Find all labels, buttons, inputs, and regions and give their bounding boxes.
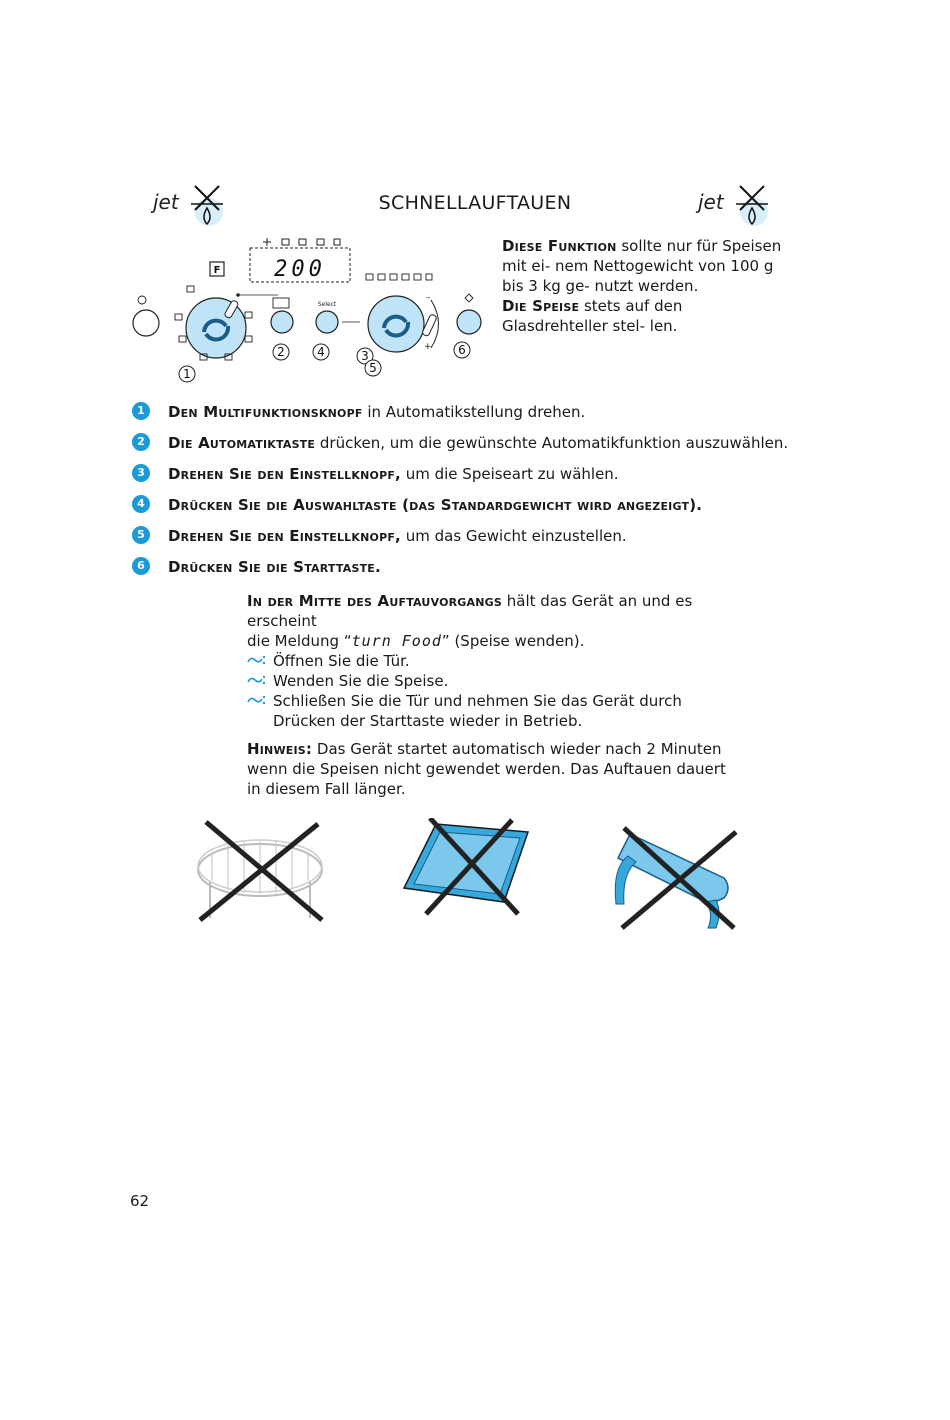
midway-section bbox=[247, 591, 727, 799]
step-number: 3 bbox=[132, 464, 150, 482]
callout-2: 2 bbox=[277, 345, 285, 359]
step-number: 1 bbox=[132, 402, 150, 420]
step-number: 4 bbox=[132, 495, 150, 513]
tilde-bullet-icon bbox=[247, 693, 267, 707]
intro-paragraph-2: Die Speise stets auf den Glasdrehteller stel- len. bbox=[502, 297, 683, 335]
intro-text bbox=[502, 236, 792, 336]
bullet-item: Wenden Sie die Speise. bbox=[247, 671, 727, 691]
callout-4: 4 bbox=[317, 345, 325, 359]
note-text: Hinweis: Das Gerät startet automatisch wieder nach 2 Minuten wenn die Speisen nicht gewendet werden. Das Auftauen dauert in diesem Fall länger. bbox=[247, 740, 726, 798]
jet-logo-text: jet bbox=[153, 190, 179, 214]
callout-5: 5 bbox=[369, 361, 377, 375]
tilde-bullet-icon bbox=[247, 673, 267, 687]
page-title: SCHNELLAUFTAUEN bbox=[378, 192, 572, 214]
select-label: Select bbox=[317, 301, 337, 308]
bullet-item: Öffnen Sie die Tür. bbox=[247, 651, 727, 671]
step-5: 5 Drehen Sie den Einstellknopf, um das Gewicht einzustellen. bbox=[132, 526, 832, 557]
callout-3: 3 bbox=[361, 349, 369, 363]
start-button bbox=[457, 310, 481, 334]
display-value: 200 bbox=[274, 257, 326, 282]
food-type-icons bbox=[366, 274, 432, 280]
step-4: 4 Drücken Sie die Auswahltaste (das Standardgewicht wird angezeigt). bbox=[132, 495, 832, 526]
baking-tray-crossed-icon bbox=[400, 818, 532, 918]
jet-logo-text: jet bbox=[698, 190, 724, 214]
step-number: 6 bbox=[132, 557, 150, 575]
display-symbols bbox=[263, 238, 340, 246]
select-button bbox=[316, 311, 338, 333]
auto-button bbox=[271, 311, 293, 333]
svg-text:+: + bbox=[424, 342, 432, 352]
adjust-knob bbox=[368, 296, 424, 352]
callout-6: 6 bbox=[458, 343, 466, 357]
jet-defrost-icon bbox=[736, 182, 786, 230]
grill-rack-crossed-icon bbox=[192, 818, 332, 928]
callout-1: 1 bbox=[183, 367, 191, 381]
tilde-bullet-icon bbox=[247, 653, 267, 667]
svg-text:–: – bbox=[426, 293, 431, 303]
stop-button bbox=[133, 310, 159, 336]
svg-text:F: F bbox=[213, 265, 221, 276]
page-number: 62 bbox=[130, 1192, 150, 1210]
midway-text: In der Mitte des Auftauvorgangs hält das Gerät an und es erscheint die Meldung “turn Food” (Speise wenden). bbox=[247, 592, 693, 650]
control-panel-diagram bbox=[128, 234, 490, 394]
intro-paragraph-1: Diese Funktion sollte nur für Speisen mit ei- nem Nettogewicht von 100 g bis 3 kg ge- nutzt werden. bbox=[502, 237, 782, 295]
bullet-item: Schließen Sie die Tür und nehmen Sie das Gerät durch Drücken der Starttaste wieder in Betrieb. bbox=[247, 691, 727, 731]
display-message: turn Food bbox=[351, 632, 442, 650]
step-2: 2 Die Automatiktaste drücken, um die gewünschte Automatikfunktion auszuwählen. bbox=[132, 433, 832, 464]
step-number: 5 bbox=[132, 526, 150, 544]
step-6: 6 Drücken Sie die Starttaste. bbox=[132, 557, 832, 588]
jet-logo-right bbox=[698, 182, 788, 230]
steps-list bbox=[132, 402, 832, 588]
step-number: 2 bbox=[132, 433, 150, 451]
step-3: 3 Drehen Sie den Einstellknopf, um die Speiseart zu wählen. bbox=[132, 464, 832, 495]
dish-crossed-icon bbox=[606, 818, 740, 932]
step-1: 1 Den Multifunktionsknopf in Automatikstellung drehen. bbox=[132, 402, 832, 433]
